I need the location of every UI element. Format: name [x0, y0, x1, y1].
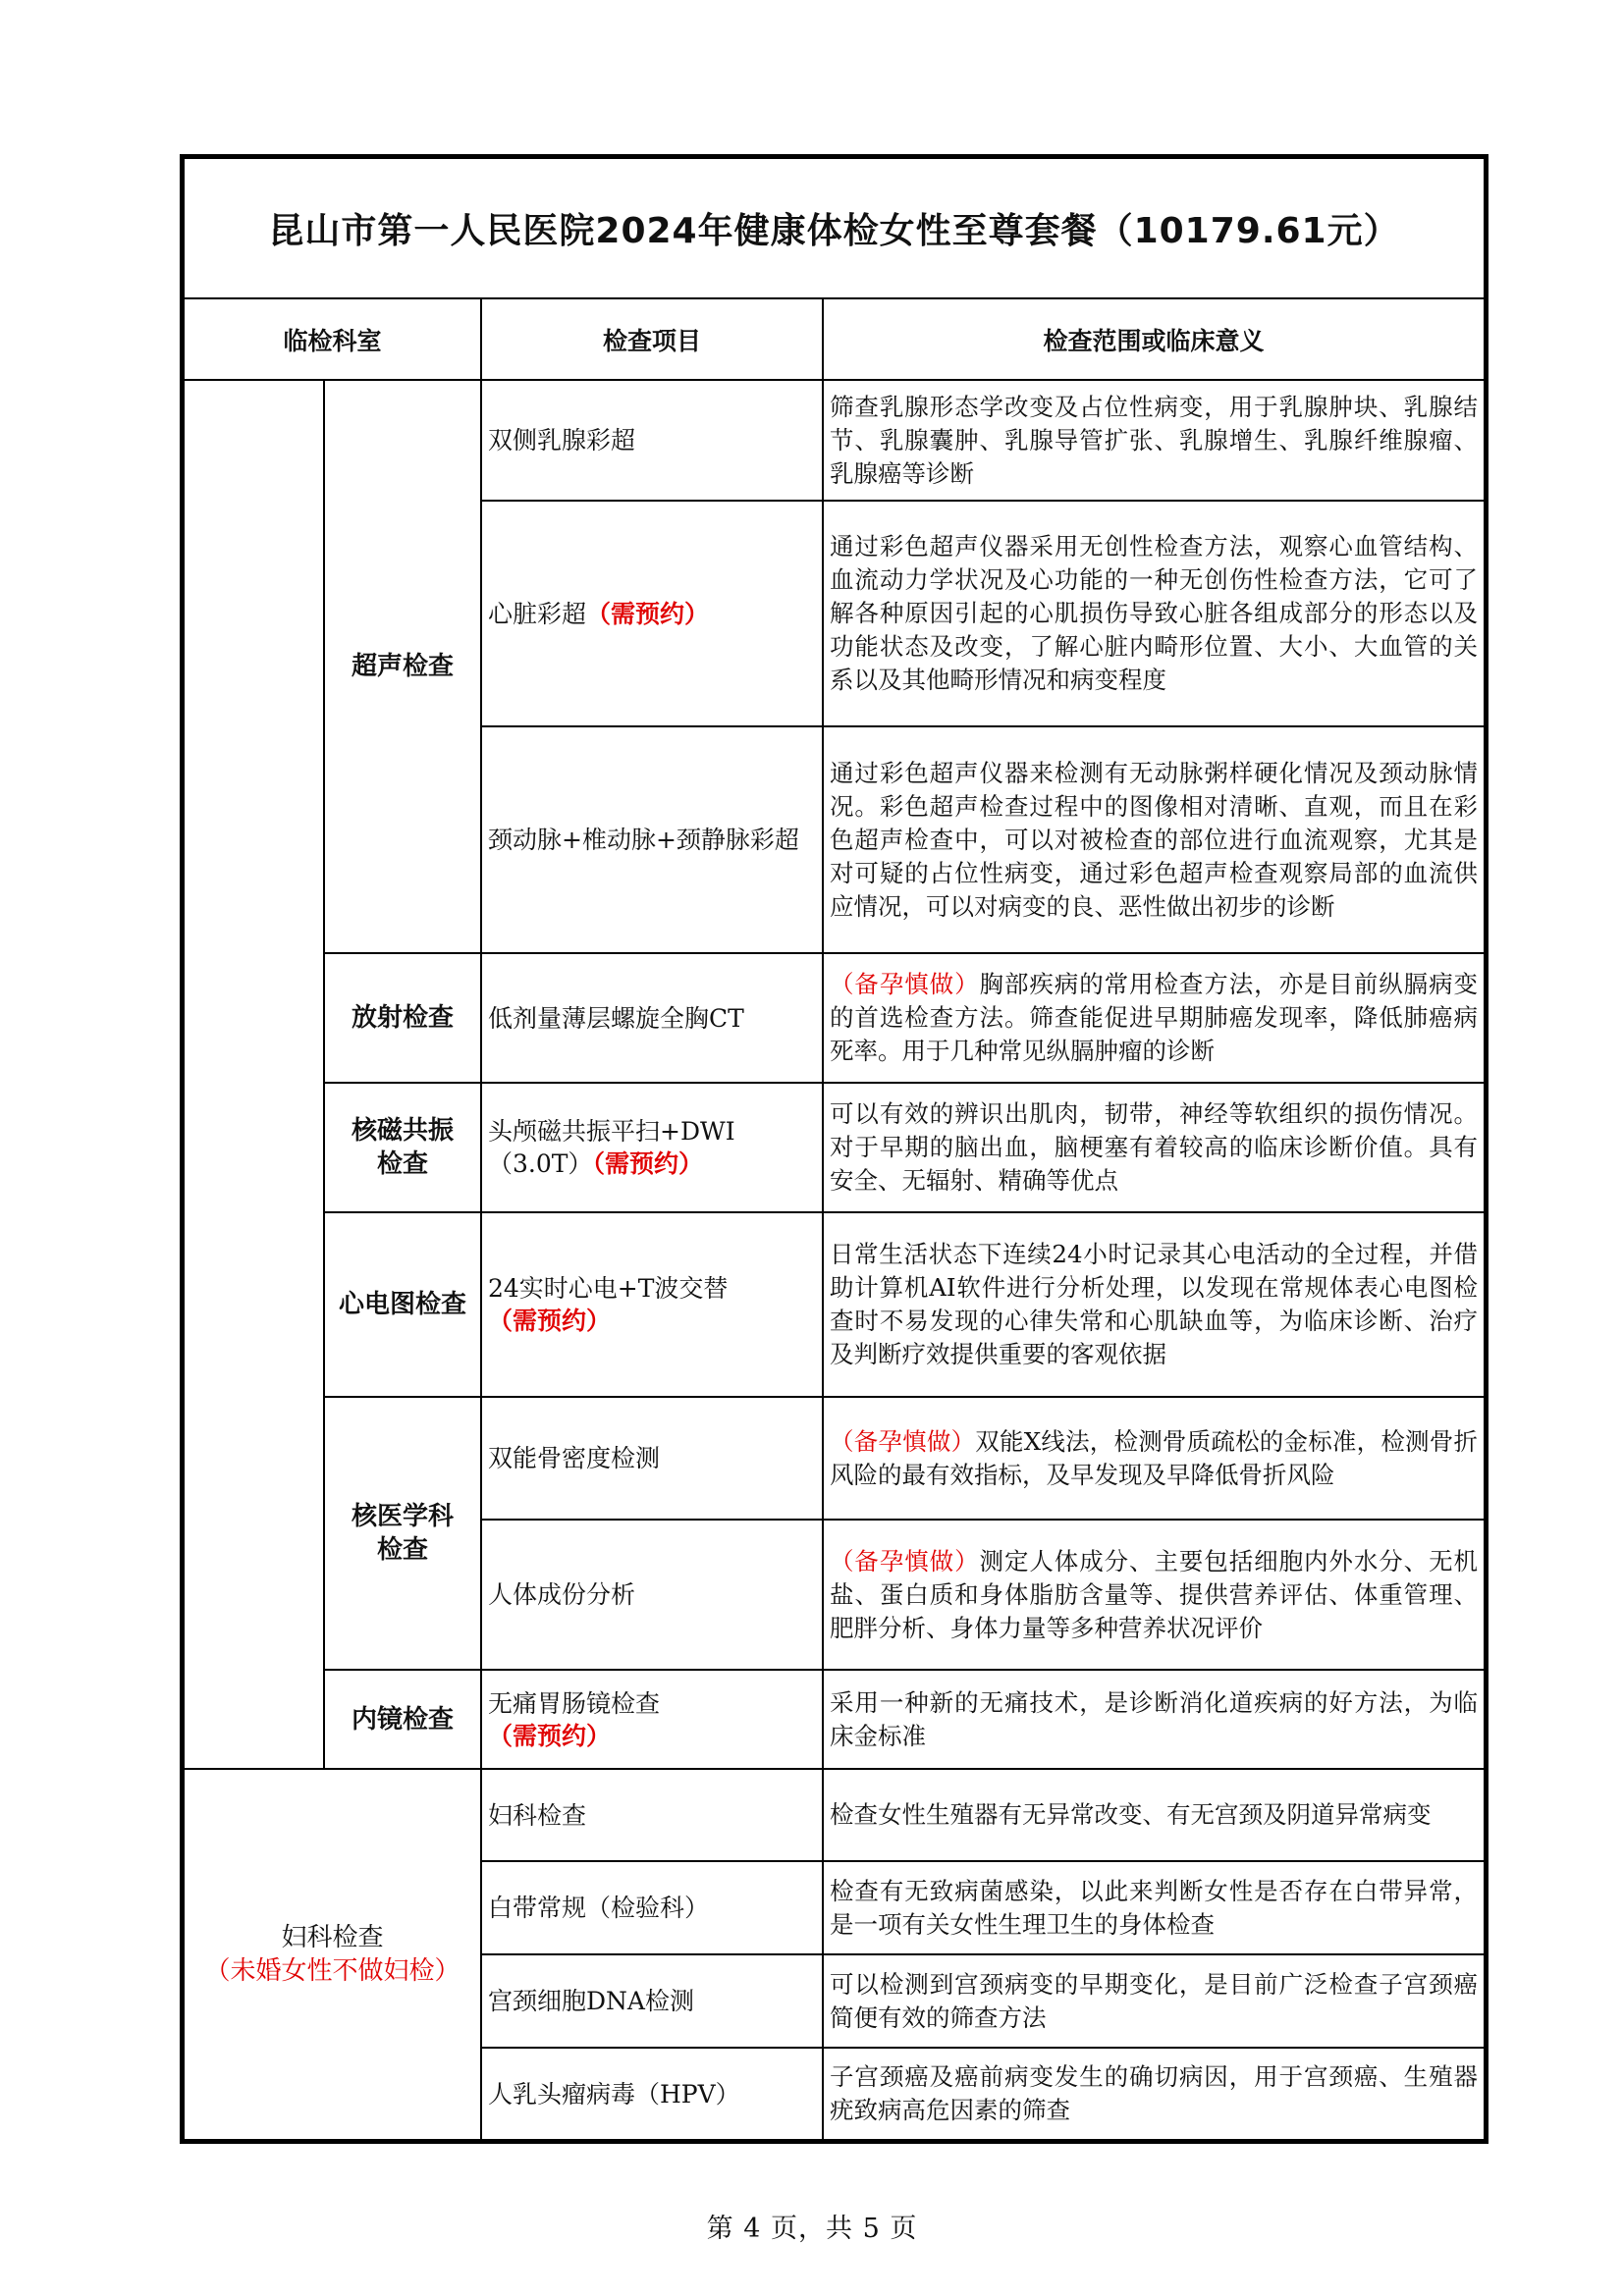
desc-cell [823, 1212, 1485, 1397]
desc-text: 通过彩色超声仪器来检测有无动脉粥样硬化情况及颈动脉情况。彩色超声检查过程中的图像相对清晰、直观，而且在彩色超声检查中，可以对被检查的部位进行血流观察，尤其是对可疑的占位性病变，通过彩色超声检查观察局部的血流供应情况，可以对病变的良、恶性做出初步的诊断 [830, 758, 1478, 921]
item-cell [481, 953, 823, 1083]
desc-cell [823, 1954, 1485, 2048]
header-desc: 检查范围或临床意义 [823, 298, 1485, 380]
table-row [184, 1397, 1485, 1520]
table-row [184, 1769, 1485, 1861]
table-row [184, 1083, 1485, 1212]
item-cell [481, 2048, 823, 2140]
gyn-dept-cell [184, 1769, 481, 2140]
desc-text: 筛查乳腺形态学改变及占位性病变，用于乳腺肿块、乳腺结节、乳腺囊肿、乳腺导管扩张、乳腺增生、乳腺纤维腺瘤、乳腺癌等诊断 [830, 392, 1478, 488]
desc-cell [823, 1861, 1485, 1954]
table-row [184, 1212, 1485, 1397]
item-name: 低剂量薄层螺旋全胸CT [488, 1003, 744, 1033]
desc-text: 双能X线法，检测骨质疏松的金标准，检测骨折风险的最有效指标，及早发现及早降低骨折风险 [830, 1426, 1478, 1489]
table-row [184, 1670, 1485, 1769]
item-name: 白带常规（检验科） [488, 1894, 710, 1922]
table-row [184, 953, 1485, 1083]
appointment-tag: （需预约） [592, 1149, 703, 1178]
desc-text: 可以有效的辨识出肌肉，韧带，神经等软组织的损伤情况。对于早期的脑出血，脑梗塞有着较高的临床诊断价值。具有安全、无辐射、精确等优点 [830, 1099, 1478, 1195]
desc-text: 通过彩色超声仪器采用无创性检查方法，观察心血管结构、血流动力学状况及心功能的一种无创伤性检查方法，它可了解各种原因引起的心肌损伤导致心脏各组成部分的形态以及功能状态及改变，了解心脏内畸形位置、大小、大血管的关系以及其他畸形情况和病变程度 [830, 532, 1478, 694]
item-name: 人乳头瘤病毒（HPV） [488, 2079, 740, 2109]
item-name: 头颅磁共振平扫+DWI（3.0T） [488, 1117, 735, 1178]
desc-cell [823, 2048, 1485, 2140]
desc-text: 可以检测到宫颈病变的早期变化，是目前广泛检查子宫颈癌简便有效的筛查方法 [830, 1969, 1478, 2032]
desc-text: 采用一种新的无痛技术，是诊断消化道疾病的好方法，为临床金标准 [830, 1687, 1478, 1750]
subdept-label: 心电图检查 [324, 1212, 481, 1397]
item-cell [481, 1083, 823, 1212]
item-cell [481, 1954, 823, 2048]
desc-text: 日常生活状态下连续24小时记录其心电活动的全过程，并借助计算机AI软件进行分析处理，以发现在常规体表心电图检查时不易发现的心律失常和心肌缺血等，为临床诊断、治疗及判断疗效提供重要的客观依据 [830, 1240, 1478, 1368]
item-cell [481, 1212, 823, 1397]
dept-blank-cell [184, 380, 324, 1769]
item-cell [481, 501, 823, 726]
item-cell [481, 1397, 823, 1520]
item-name: 24实时心电+T波交替 [488, 1274, 729, 1303]
appointment-tag: （需预约） [488, 1721, 612, 1750]
item-name: 妇科检查 [488, 1800, 587, 1830]
subdept-label: 超声检查 [324, 380, 481, 953]
page-title: 昆山市第一人民医院2024年健康体检女性至尊套餐（10179.61元） [184, 158, 1485, 298]
desc-cell [823, 1520, 1485, 1670]
gyn-dept-note: （未婚女性不做妇检） [204, 1956, 460, 1986]
caution-tag: （备孕慎做） [830, 1426, 976, 1456]
item-cell [481, 380, 823, 501]
subdept-label: 核磁共振检查 [324, 1083, 481, 1212]
desc-cell [823, 726, 1485, 953]
desc-cell [823, 1083, 1485, 1212]
page-footer: 第 4 页，共 5 页 [706, 2214, 918, 2244]
desc-cell [823, 1397, 1485, 1520]
desc-cell [823, 380, 1485, 501]
item-cell [481, 1670, 823, 1769]
item-cell [481, 1520, 823, 1670]
subdept-label: 放射检查 [324, 953, 481, 1083]
desc-text: 子宫颈癌及癌前病变发生的确切病因，用于宫颈癌、生殖器疣致病高危因素的筛查 [830, 2062, 1478, 2124]
desc-cell [823, 953, 1485, 1083]
item-cell [481, 1861, 823, 1954]
item-name: 人体成份分析 [488, 1580, 636, 1609]
desc-cell [823, 1670, 1485, 1769]
desc-text: 检查女性生殖器有无异常改变、有无宫颈及阴道异常病变 [830, 1800, 1432, 1829]
exam-package-table-frame [180, 154, 1489, 2144]
item-name: 无痛胃肠镜检查 [488, 1688, 661, 1718]
header-dept: 临检科室 [184, 298, 481, 380]
desc-text: 胸部疾病的常用检查方法，亦是目前纵膈病变的首选检查方法。筛查能促进早期肺癌发现率，降低肺癌病死率。用于几种常见纵膈肿瘤的诊断 [830, 970, 1479, 1065]
table-row [184, 380, 1485, 501]
desc-text: 测定人体成分、主要包括细胞内外水分、无机盐、蛋白质和身体脂肪含量等、提供营养评估、体重管理、肥胖分析、身体力量等多种营养状况评价 [830, 1546, 1479, 1642]
item-cell [481, 726, 823, 953]
caution-tag: （备孕慎做） [830, 970, 980, 998]
item-name: 宫颈细胞DNA检测 [488, 1987, 694, 2015]
item-name: 双侧乳腺彩超 [488, 426, 636, 454]
caution-tag: （备孕慎做） [830, 1546, 980, 1575]
gyn-dept-label: 妇科检查 [281, 1923, 384, 1952]
exam-package-table [183, 157, 1486, 2141]
desc-cell [823, 1769, 1485, 1861]
subdept-label: 内镜检查 [324, 1670, 481, 1769]
desc-cell [823, 501, 1485, 726]
item-name: 双能骨密度检测 [488, 1444, 661, 1472]
item-name: 颈动脉+椎动脉+颈静脉彩超 [488, 826, 799, 854]
appointment-tag: （需预约） [586, 599, 710, 628]
subdept-label: 核医学科检查 [324, 1397, 481, 1670]
header-item: 检查项目 [481, 298, 823, 380]
item-cell [481, 1769, 823, 1861]
desc-text: 检查有无致病菌感染，以此来判断女性是否存在白带异常，是一项有关女性生理卫生的身体检查 [830, 1876, 1478, 1939]
appointment-tag: （需预约） [488, 1307, 612, 1335]
item-name: 心脏彩超 [488, 599, 587, 628]
